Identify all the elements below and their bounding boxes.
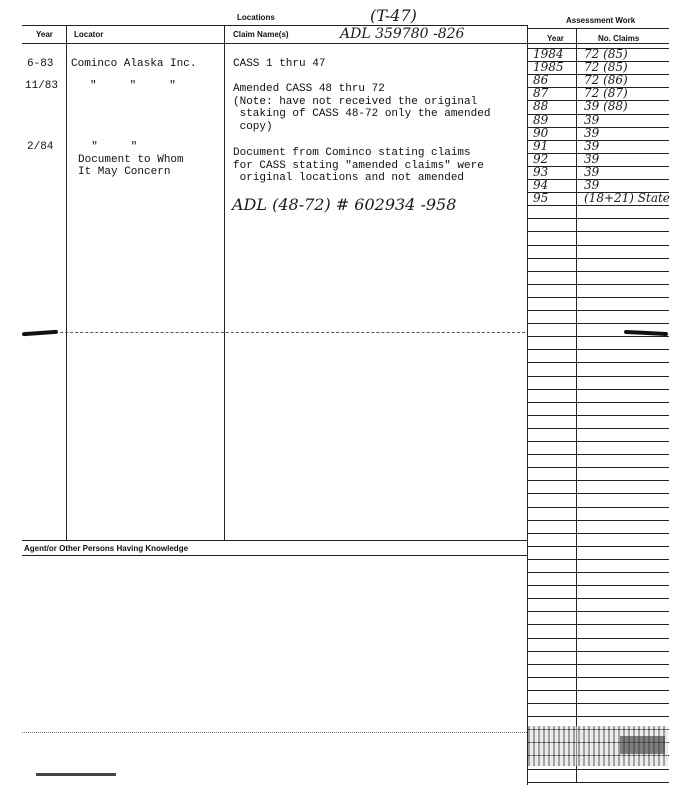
entry-year: 11/83 bbox=[25, 80, 59, 92]
handwritten-adl-number: ADL 359780 -826 bbox=[340, 26, 465, 42]
assessment-claims: 39 bbox=[584, 138, 600, 153]
locator-column-header: Locator bbox=[74, 30, 104, 39]
entry-year: 2/84 bbox=[27, 141, 54, 153]
entry-locator: " " " bbox=[90, 80, 176, 92]
assessment-year: 87 bbox=[533, 86, 549, 101]
entry-claim: Document from Cominco stating claims for CASS stating "amended claims" were original locations and not amended bbox=[233, 147, 484, 184]
assessment-claims: 72 (85) bbox=[584, 60, 628, 75]
aw-claims-column-header: No. Claims bbox=[598, 34, 640, 43]
assessment-work-header: Assessment Work bbox=[566, 16, 636, 25]
assessment-claims: 39 bbox=[584, 178, 600, 192]
assessment-year: 92 bbox=[533, 151, 549, 166]
assessment-year: 1985 bbox=[533, 60, 564, 75]
assessment-claims: 39 bbox=[584, 125, 600, 140]
assessment-claims: 39 bbox=[584, 112, 600, 127]
claim-names-column-header: Claim Name(s) bbox=[233, 30, 289, 39]
assessment-year: 89 bbox=[533, 112, 549, 127]
assessment-year: 95 bbox=[533, 191, 549, 206]
assessment-claims: (18+21) State bbox=[584, 191, 670, 206]
assessment-year: 91 bbox=[533, 138, 549, 153]
assessment-year: 90 bbox=[533, 125, 549, 140]
year-column-header: Year bbox=[36, 30, 53, 39]
assessment-claims: 39 (88) bbox=[584, 99, 628, 114]
agent-section-label: Agent/or Other Persons Having Knowledge bbox=[24, 544, 189, 553]
assessment-year: 86 bbox=[533, 73, 549, 88]
entry-claim: CASS 1 thru 47 bbox=[233, 58, 326, 70]
assessment-claims: 72 (87) bbox=[584, 86, 628, 101]
assessment-claims: 39 bbox=[584, 151, 600, 166]
assessment-year: 1984 bbox=[533, 47, 564, 61]
assessment-year: 94 bbox=[533, 178, 549, 192]
assessment-claims: 72 (86) bbox=[584, 73, 628, 88]
entry-locator: Cominco Alaska Inc. bbox=[71, 58, 197, 70]
handwritten-adl-note: ADL (48-72) # 602934 -958 bbox=[232, 195, 457, 214]
assessment-claims: 72 (85) bbox=[584, 47, 628, 61]
entry-locator: " " Document to Whom It May Concern bbox=[78, 141, 184, 178]
assessment-year: 88 bbox=[533, 99, 549, 114]
entry-claim: Amended CASS 48 thru 72 (Note: have not received the original staking of CASS 48-72 only the amended copy) bbox=[233, 83, 491, 133]
assessment-claims: 39 bbox=[584, 164, 600, 179]
handwritten-title: (T-47) bbox=[370, 6, 417, 25]
entry-year: 6-83 bbox=[27, 58, 54, 70]
locations-header: Locations bbox=[237, 13, 275, 22]
aw-year-column-header: Year bbox=[547, 34, 564, 43]
assessment-year: 93 bbox=[533, 164, 549, 179]
